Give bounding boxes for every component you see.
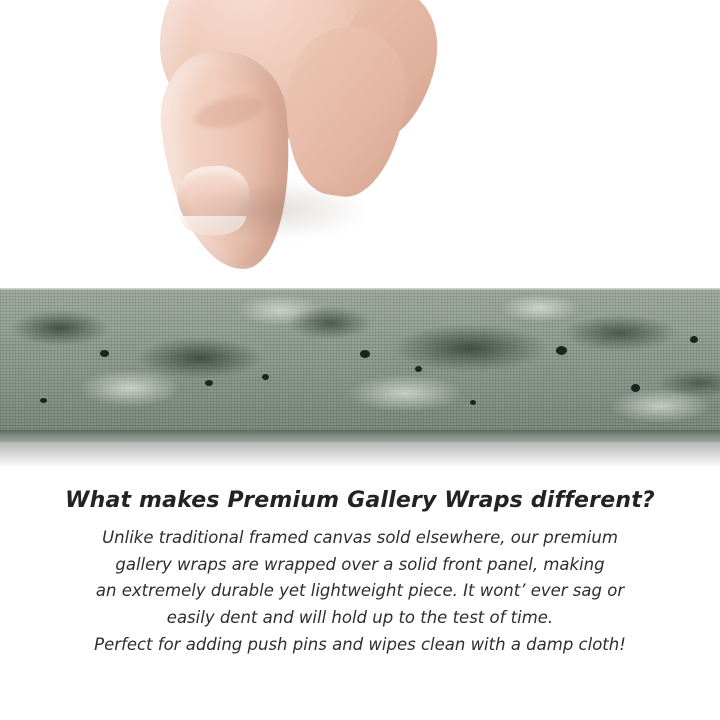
caption-line: Unlike traditional framed canvas sold elsewhere, our premium — [102, 528, 618, 547]
caption-line: an extremely durable yet lightweight piece. It wont’ ever sag or — [95, 581, 625, 601]
caption-body — [0, 525, 720, 659]
caption-block — [0, 488, 720, 659]
canvas-speck — [205, 380, 213, 386]
canvas-speck — [262, 374, 269, 380]
canvas-speck — [556, 346, 567, 355]
canvas-drop-shadow — [0, 442, 720, 468]
canvas-speck — [40, 398, 47, 403]
canvas-speck — [690, 336, 698, 343]
caption-line: Perfect for adding push pins and wipes clean with a damp cloth! — [94, 634, 626, 654]
canvas-wrap-edge — [0, 288, 720, 438]
caption-line: gallery wraps are wrapped over a solid front panel, making — [115, 554, 605, 574]
hand-shadow — [170, 180, 370, 240]
canvas-speck — [631, 384, 640, 392]
canvas-speck — [360, 350, 370, 358]
hand-illustration — [110, 0, 410, 310]
canvas-bottom-edge — [0, 430, 720, 442]
caption-title: What makes Premium Gallery Wraps different? — [65, 488, 655, 513]
canvas-speck — [100, 350, 109, 357]
canvas-speck — [470, 400, 476, 405]
canvas-top-highlight — [0, 288, 720, 291]
canvas-speck — [415, 366, 422, 372]
caption-line: easily dent and will hold up to the test of time. — [166, 608, 554, 628]
